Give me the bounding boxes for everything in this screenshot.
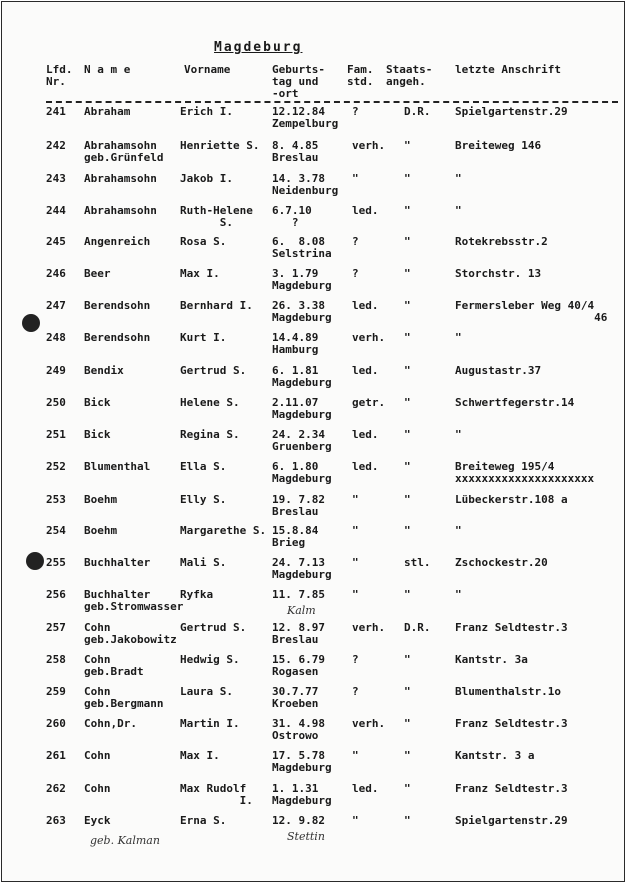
row-258-vorname: Hedwig S. (180, 653, 240, 666)
row-251-fam: led. (352, 428, 379, 441)
row-253-name: Boehm (84, 493, 118, 506)
row-262-vorname: Max Rudolf I. (180, 782, 253, 807)
row-261-staat: " (404, 749, 411, 762)
row-241-adr: Spielgartenstr.29 (455, 105, 568, 118)
row-250-staat: " (404, 396, 411, 409)
header-geburt: Geburts- tag und -ort (272, 63, 325, 100)
row-241-name: Abraham (84, 105, 131, 118)
row-255-geb: 24. 7.13 Magdeburg (272, 556, 332, 581)
row-249-nr: 249 (46, 364, 66, 377)
row-245-adr: Rotekrebsstr.2 (455, 235, 548, 248)
row-257-geb: 12. 8.97 Breslau (272, 621, 325, 646)
row-244-geb: 6.7.10 ? (272, 204, 312, 229)
row-242-adr: Breiteweg 146 (455, 139, 542, 152)
row-261-vorname: Max I. (180, 749, 220, 762)
row-248-name: Berendsohn (84, 331, 151, 344)
row-254-vorname: Margarethe S. (180, 524, 267, 537)
header-vorname: Vorname (184, 63, 231, 76)
row-252-fam: led. (352, 460, 379, 473)
row-259-name: Cohn geb.Bergmann (84, 685, 164, 710)
row-254-geb: 15.8.84 Brieg (272, 524, 319, 549)
handwritten-birthplace-256: Kalm (287, 604, 316, 617)
row-260-geb: 31. 4.98 Ostrowo (272, 717, 325, 742)
row-242-geb: 8. 4.85 Breslau (272, 139, 319, 164)
row-252-nr: 252 (46, 460, 66, 473)
row-261-geb: 17. 5.78 Magdeburg (272, 749, 332, 774)
row-246-fam: ? (352, 267, 359, 280)
row-259-staat: " (404, 685, 411, 698)
row-244-fam: led. (352, 204, 379, 217)
row-241-vorname: Erich I. (180, 105, 233, 118)
row-247-fam: led. (352, 299, 379, 312)
row-242-fam: verh. (352, 139, 386, 152)
row-252-geb: 6. 1.80 Magdeburg (272, 460, 332, 485)
row-262-geb: 1. 1.31 Magdeburg (272, 782, 332, 807)
row-261-fam: " (352, 749, 359, 762)
row-249-name: Bendix (84, 364, 124, 377)
page-title: Magdeburg (214, 40, 303, 55)
header-fam: Fam. std. (347, 63, 374, 88)
row-246-adr: Storchstr. 13 (455, 267, 542, 280)
row-257-adr: Franz Seldtestr.3 (455, 621, 568, 634)
row-251-name: Bick (84, 428, 111, 441)
row-256-staat: " (404, 588, 411, 601)
row-257-nr: 257 (46, 621, 66, 634)
row-244-vorname: Ruth-Helene S. (180, 204, 253, 229)
row-243-staat: " (404, 172, 411, 185)
row-241-staat: D.R. (404, 105, 431, 118)
header-rule (46, 101, 618, 103)
row-263-vorname: Erna S. (180, 814, 227, 827)
row-248-adr: " (455, 331, 462, 344)
row-249-geb: 6. 1.81 Magdeburg (272, 364, 332, 389)
row-260-staat: " (404, 717, 411, 730)
row-251-vorname: Regina S. (180, 428, 240, 441)
row-245-staat: " (404, 235, 411, 248)
row-262-adr: Franz Seldtestr.3 (455, 782, 568, 795)
row-259-fam: ? (352, 685, 359, 698)
row-257-name: Cohn geb.Jakobowitz (84, 621, 177, 646)
row-253-vorname: Elly S. (180, 493, 227, 506)
row-247-name: Berendsohn (84, 299, 151, 312)
row-259-vorname: Laura S. (180, 685, 233, 698)
row-242-staat: " (404, 139, 411, 152)
row-256-vorname: Ryfka (180, 588, 214, 601)
row-254-fam: " (352, 524, 359, 537)
row-261-adr: Kantstr. 3 a (455, 749, 535, 762)
row-254-name: Boehm (84, 524, 118, 537)
row-256-geb: 11. 7.85 (272, 588, 325, 601)
row-260-adr: Franz Seldtestr.3 (455, 717, 568, 730)
row-250-name: Bick (84, 396, 111, 409)
row-251-geb: 24. 2.34 Gruenberg (272, 428, 332, 453)
row-263-staat: " (404, 814, 411, 827)
row-252-adr: Breiteweg 195/4 xxxxxxxxxxxxxxxxxxxxx (455, 460, 595, 485)
row-256-nr: 256 (46, 588, 66, 601)
row-247-geb: 26. 3.38 Magdeburg (272, 299, 332, 324)
row-255-nr: 255 (46, 556, 66, 569)
header-staat: Staats- angeh. (386, 63, 433, 88)
row-250-fam: getr. (352, 396, 386, 409)
row-243-nr: 243 (46, 172, 66, 185)
row-249-staat: " (404, 364, 411, 377)
row-243-fam: " (352, 172, 359, 185)
row-258-adr: Kantstr. 3a (455, 653, 528, 666)
row-263-name: Eyck (84, 814, 111, 827)
row-243-geb: 14. 3.78 Neidenburg (272, 172, 339, 197)
header-nr: Lfd. Nr. (46, 63, 73, 88)
row-245-vorname: Rosa S. (180, 235, 227, 248)
row-260-name: Cohn,Dr. (84, 717, 137, 730)
row-246-vorname: Max I. (180, 267, 220, 280)
row-244-staat: " (404, 204, 411, 217)
row-262-fam: led. (352, 782, 379, 795)
row-258-nr: 258 (46, 653, 66, 666)
row-246-nr: 246 (46, 267, 66, 280)
row-241-nr: 241 (46, 105, 66, 118)
handwritten-name-note-263: geb. Kalman (90, 834, 160, 847)
row-244-adr: " (455, 204, 462, 217)
row-250-adr: Schwertfegerstr.14 (455, 396, 575, 409)
row-245-nr: 245 (46, 235, 66, 248)
row-263-geb: 12. 9.82 (272, 814, 325, 827)
row-246-staat: " (404, 267, 411, 280)
row-261-name: Cohn (84, 749, 111, 762)
row-251-adr: " (455, 428, 462, 441)
punch-hole-top (22, 314, 40, 332)
row-261-nr: 261 (46, 749, 66, 762)
row-241-geb: 12.12.84 Zempelburg (272, 105, 339, 130)
row-257-staat: D.R. (404, 621, 431, 634)
row-263-fam: " (352, 814, 359, 827)
row-260-fam: verh. (352, 717, 386, 730)
row-256-fam: " (352, 588, 359, 601)
row-259-nr: 259 (46, 685, 66, 698)
row-252-name: Blumenthal (84, 460, 151, 473)
row-247-nr: 247 (46, 299, 66, 312)
row-260-vorname: Martin I. (180, 717, 240, 730)
row-258-staat: " (404, 653, 411, 666)
row-258-name: Cohn geb.Bradt (84, 653, 144, 678)
row-242-nr: 242 (46, 139, 66, 152)
row-247-vorname: Bernhard I. (180, 299, 253, 312)
row-243-name: Abrahamsohn (84, 172, 157, 185)
row-242-vorname: Henriette S. (180, 139, 260, 152)
row-254-staat: " (404, 524, 411, 537)
row-252-vorname: Ella S. (180, 460, 227, 473)
row-245-fam: ? (352, 235, 359, 248)
row-263-adr: Spielgartenstr.29 (455, 814, 568, 827)
row-244-nr: 244 (46, 204, 66, 217)
row-253-fam: " (352, 493, 359, 506)
row-255-adr: Zschockestr.20 (455, 556, 548, 569)
row-245-geb: 6. 8.08 Selstrina (272, 235, 332, 260)
row-243-adr: " (455, 172, 462, 185)
header-name: N a m e (84, 63, 131, 76)
row-262-name: Cohn (84, 782, 111, 795)
row-242-name: Abrahamsohn geb.Grünfeld (84, 139, 164, 164)
row-241-fam: ? (352, 105, 359, 118)
row-253-adr: Lübeckerstr.108 a (455, 493, 568, 506)
row-258-fam: ? (352, 653, 359, 666)
row-247-adr: Fermersleber Weg 40/4 46 (455, 299, 608, 324)
row-250-vorname: Helene S. (180, 396, 240, 409)
row-259-geb: 30.7.77 Kroeben (272, 685, 319, 710)
row-249-vorname: Gertrud S. (180, 364, 247, 377)
row-245-name: Angenreich (84, 235, 151, 248)
row-256-adr: " (455, 588, 462, 601)
row-253-nr: 253 (46, 493, 66, 506)
row-251-staat: " (404, 428, 411, 441)
row-249-adr: Augustastr.37 (455, 364, 542, 377)
row-255-staat: stl. (404, 556, 431, 569)
row-263-nr: 263 (46, 814, 66, 827)
handwritten-birthplace-263: Stettin (287, 830, 325, 843)
row-246-name: Beer (84, 267, 111, 280)
row-256-name: Buchhalter geb.Stromwasser (84, 588, 184, 613)
row-253-geb: 19. 7.82 Breslau (272, 493, 325, 518)
row-243-vorname: Jakob I. (180, 172, 233, 185)
row-249-fam: led. (352, 364, 379, 377)
row-260-nr: 260 (46, 717, 66, 730)
row-248-nr: 248 (46, 331, 66, 344)
document-page (1, 1, 625, 882)
row-253-staat: " (404, 493, 411, 506)
row-252-staat: " (404, 460, 411, 473)
row-255-vorname: Mali S. (180, 556, 227, 569)
row-251-nr: 251 (46, 428, 66, 441)
row-258-geb: 15. 6.79 Rogasen (272, 653, 325, 678)
row-248-geb: 14.4.89 Hamburg (272, 331, 319, 356)
row-246-geb: 3. 1.79 Magdeburg (272, 267, 332, 292)
row-262-staat: " (404, 782, 411, 795)
row-255-name: Buchhalter (84, 556, 151, 569)
punch-hole-bottom (26, 552, 44, 570)
row-257-vorname: Gertrud S. (180, 621, 247, 634)
row-254-adr: " (455, 524, 462, 537)
row-248-fam: verh. (352, 331, 386, 344)
row-262-nr: 262 (46, 782, 66, 795)
row-254-nr: 254 (46, 524, 66, 537)
row-244-name: Abrahamsohn (84, 204, 157, 217)
row-248-vorname: Kurt I. (180, 331, 227, 344)
row-259-adr: Blumenthalstr.1o (455, 685, 561, 698)
row-255-fam: " (352, 556, 359, 569)
row-248-staat: " (404, 331, 411, 344)
row-250-geb: 2.11.07 Magdeburg (272, 396, 332, 421)
header-anschrift: letzte Anschrift (455, 63, 561, 76)
row-247-staat: " (404, 299, 411, 312)
row-250-nr: 250 (46, 396, 66, 409)
row-257-fam: verh. (352, 621, 386, 634)
